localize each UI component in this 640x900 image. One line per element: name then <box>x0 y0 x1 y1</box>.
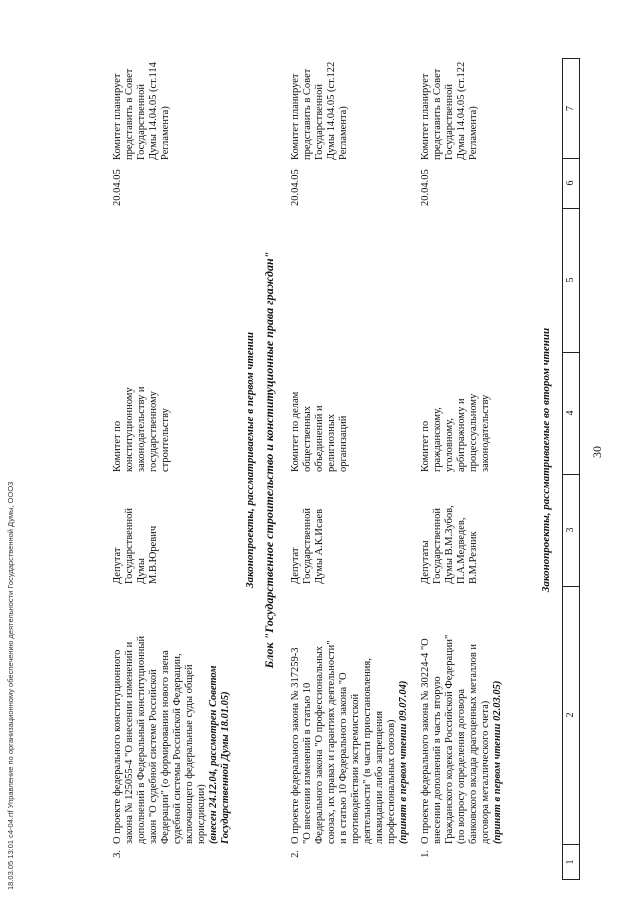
column-number-2: 2 <box>563 586 579 845</box>
section-second-reading: Законопроекты, рассматриваемые во втором чтении <box>540 327 552 593</box>
row-title-cell <box>112 634 232 844</box>
column-number-6: 6 <box>563 158 579 209</box>
section-first-reading: Законопроекты, рассматриваемые в первом чтении <box>244 332 256 588</box>
row-note: (внесен 24.12.04, рассмотрен Советом Государственной Думы 18.01.05) <box>208 665 231 844</box>
row-date: 20.04.05 <box>290 169 301 206</box>
section-block: Блок "Государственное строительство и конституционные права граждан" <box>262 251 276 669</box>
row-committee: Комитет по гражданскому, уголовному, арбитражному и процессуальному законодательству <box>420 393 491 472</box>
row-authors: Депутаты Государственной Думы В.М.Зубов, П.А.Медведев, В.М.Резник <box>420 505 479 584</box>
row-committee: Комитет по конституционному законодательству и государственному строительству <box>112 386 171 472</box>
row-authors: Депутат Государственной Думы М.В.Юревич <box>112 508 159 584</box>
row-remark: Комитет планирует представить в Совет Государственной Думы 14.04.05 (ст.114 Регламента) <box>112 62 171 160</box>
column-number-1: 1 <box>565 859 576 865</box>
row-title-cell <box>420 634 504 844</box>
row-title: О проекте федерального конституционного закона № 125055-4 "О внесении изменений и дополнений в Федеральный конституционный закон "О судебной системе Российской Федерации" (о формировании нового звена судебной системы Российской Федерации, включающего федеральные суды общей юрисдикции) <box>112 635 207 844</box>
row-remark: Комитет планирует представить в Совет Государственной Думы 14.04.05 (ст.122 Регламента) <box>420 61 479 160</box>
column-number-3: 3 <box>563 474 579 587</box>
row-title: О проекте федерального закона № 30224-4 "О внесении дополнений в часть вторую Гражданского кодекса Российской Федерации" (по вопросу определения договора банковского вклада драгоценных металлов и договора металлического счета) <box>420 634 491 844</box>
column-number-7: 7 <box>563 59 579 159</box>
row-remark: Комитет планирует представить в Совет Государственной Думы 14.04.05 (ст.122 Регламента) <box>290 61 349 160</box>
row-number: 3. <box>112 850 123 858</box>
row-number: 2. <box>290 850 301 858</box>
column-number-5: 5 <box>563 208 579 353</box>
table-row <box>290 60 412 880</box>
page-number: 30 <box>590 446 604 458</box>
row-authors: Депутат Государственной Думы А.К.Исаев <box>290 508 325 584</box>
row-committee: Комитет по делам общественных объединений и религиозных организаций <box>290 391 349 472</box>
table-row <box>112 60 240 880</box>
row-note: (принят в первом чтении 02.03.05) <box>492 680 503 844</box>
table-row <box>420 60 532 880</box>
row-title-cell <box>290 634 410 844</box>
page-footer: 18.03.05 13:01 с4-04.rtf Управление по организационному обеспечению деятельности Государственной Думы, ООО3 <box>6 481 15 890</box>
row-note: (принят в первом чтении 09.07.04) <box>398 680 409 844</box>
row-date: 20.04.05 <box>112 169 123 206</box>
row-title: О проекте федерального закона № 317259-3 "О внесении изменений в статью 10 Федерального закона "О профессиональных союзах, их правах и гарантиях деятельности" и в статью 10 Федерального закона "О противодействии экстремистской деятельности" (в части приостановления, ликвидации либо запрещения профессиональных союзов) <box>290 640 397 844</box>
row-date: 20.04.05 <box>420 169 431 206</box>
column-number-4: 4 <box>563 352 579 475</box>
row-number: 1. <box>420 850 431 858</box>
column-number-header <box>562 58 580 880</box>
